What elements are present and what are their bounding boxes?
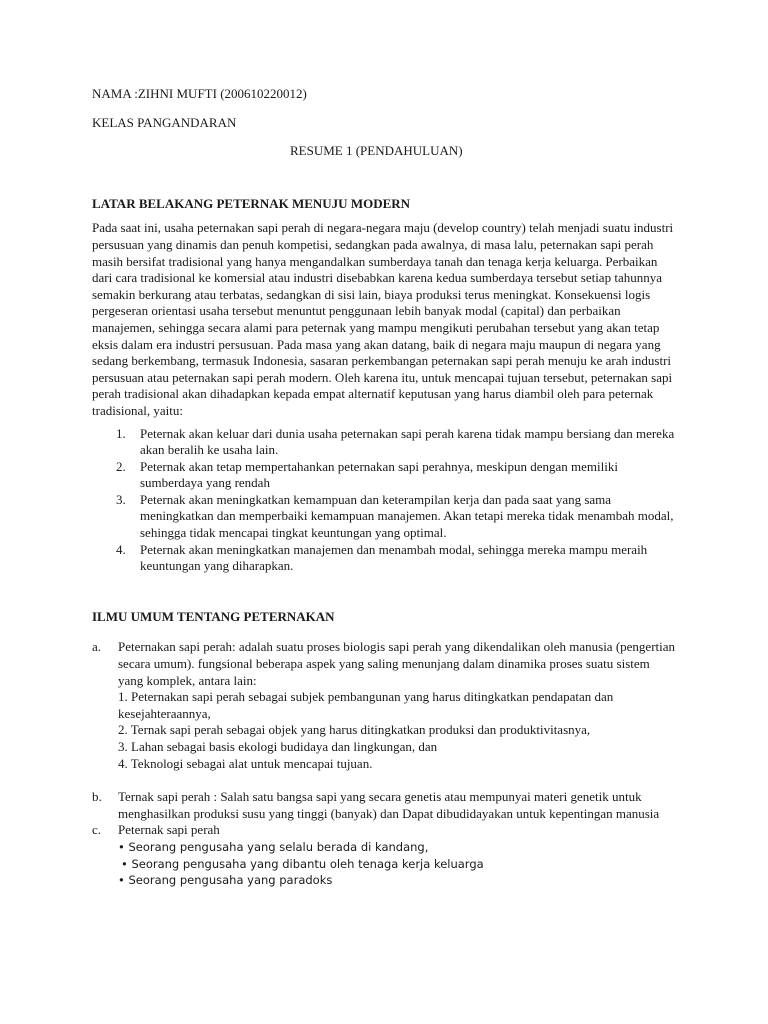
item-point: 2. Ternak sapi perah sebagai objek yang harus ditingkatkan produksi dan produktivitasnya, <box>118 722 591 738</box>
class-name: KELAS PANGANDARAN <box>92 114 237 130</box>
item-point: 4. Teknologi sebagai alat untuk mencapai tujuan. <box>118 755 373 771</box>
list-item <box>92 459 677 492</box>
item-letter: a. <box>92 639 102 655</box>
definition-item-c <box>92 822 677 888</box>
list-text: Peternak akan tetap mempertahankan peternakan sapi perahnya, meskipun dengan memiliki sumberdaya yang rendah <box>140 458 618 491</box>
list-text: Peternak akan keluar dari dunia usaha peternakan sapi perah karena tidak mampu bersiang dan mereka akan beralih ke usaha lain. <box>140 425 675 458</box>
student-name: NAMA :ZIHNI MUFTI (200610220012) <box>92 86 307 101</box>
list-number: 4. <box>116 541 126 557</box>
definition-item-a <box>92 639 677 772</box>
list-item <box>92 426 677 459</box>
bullet-item: • Seorang pengusaha yang dibantu oleh tenaga kerja keluarga <box>121 856 484 871</box>
item-title: Peternak sapi perah <box>118 822 220 838</box>
item-letter: c. <box>92 822 102 838</box>
definition-item-b <box>92 789 677 822</box>
list-number: 3. <box>116 491 126 507</box>
list-number: 1. <box>116 425 126 441</box>
bullet-item: • Seorang pengusaha yang selalu berada di kandang, <box>118 839 429 854</box>
list-item <box>92 542 677 575</box>
bullet-item: • Seorang pengusaha yang paradoks <box>118 873 333 888</box>
section-heading-ilmu-umum: ILMU UMUM TENTANG PETERNAKAN <box>92 608 335 624</box>
item-point: 1. Peternakan sapi perah sebagai subjek pembangunan yang harus ditingkatkan pendapatan dan kesejahteraannya, <box>118 689 614 721</box>
section-paragraph: Pada saat ini, usaha peternakan sapi perah di negara-negara maju (develop country) telah menjadi suatu industri persusuan yang dinamis dan penuh kompetisi, sedangkan pada awalnya, di masa lalu, peternakan sapi perah masih bersifat tradisional yang hanya mengandalkan sumberdaya tanah dan tenaga kerja keluarga. Perbaikan dari cara tradisional ke komersial atau industri disebabkan karena kedua sumberdaya tersebut setiap tahunnya semakin berkurang atau terbatas, sedangkan di sisi lain, biaya produksi terus meningkat. Konsekuensi logis pergeseran orientasi usaha tersebut menuntut penggunaan lebih banyak modal (capital) dan perbaikan manajemen, sehingga secara alami para peternak yang mampu mengikuti perubahan tersebut yang akan tetap eksis dalam era industri persusuan. Pada masa yang akan datang, baik di negara maju maupun di negara yang sedang berkembang, termasuk Indonesia, sasaran perkembangan peternakan sapi perah menuju ke arah industri persusuan atau peternakan sapi perah modern. Oleh karena itu, untuk mencapai tujuan tersebut, peternakan sapi perah tradisional akan dihadapkan kepada empat alternatif keputusan yang harus diambil oleh para peternak tradisional, yaitu: <box>92 220 674 418</box>
document-page <box>92 86 677 889</box>
list-text: Peternak akan meningkatkan kemampuan dan keterampilan kerja dan pada saat yang sama meningkatkan dan memperbaiki kemampuan manajemen. Akan tetapi mereka tidak menambah modal, sehingga tidak mencapai tingkat keuntungan yang optimal. <box>140 491 674 541</box>
list-text: Peternak akan meningkatkan manajemen dan menambah modal, sehingga mereka mampu meraih keuntungan yang diharapkan. <box>140 541 648 574</box>
section-heading-latar-belakang: LATAR BELAKANG PETERNAK MENUJU MODERN <box>92 195 411 211</box>
list-item <box>92 492 677 542</box>
alternatives-list <box>92 426 677 575</box>
list-number: 2. <box>116 458 126 474</box>
spacer <box>92 772 677 789</box>
resume-title: RESUME 1 (PENDAHULUAN) <box>290 143 463 159</box>
item-text: Ternak sapi perah : Salah satu bangsa sapi yang secara genetis atau mempunyai materi genetik untuk menghasilkan produksi susu yang tinggi (banyak) dan Dapat dibudidayakan untuk kepentingan manusia <box>118 789 660 821</box>
item-letter: b. <box>92 789 102 805</box>
item-intro: Peternakan sapi perah: adalah suatu proses biologis sapi perah yang dikendalikan oleh manusia (pengertian secara umum). fungsional beberapa aspek yang saling menunjang dalam dinamika proses suatu sistem yang komplek, antara lain: <box>118 639 676 688</box>
item-point: 3. Lahan sebagai basis ekologi budidaya dan lingkungan, dan <box>118 739 438 754</box>
